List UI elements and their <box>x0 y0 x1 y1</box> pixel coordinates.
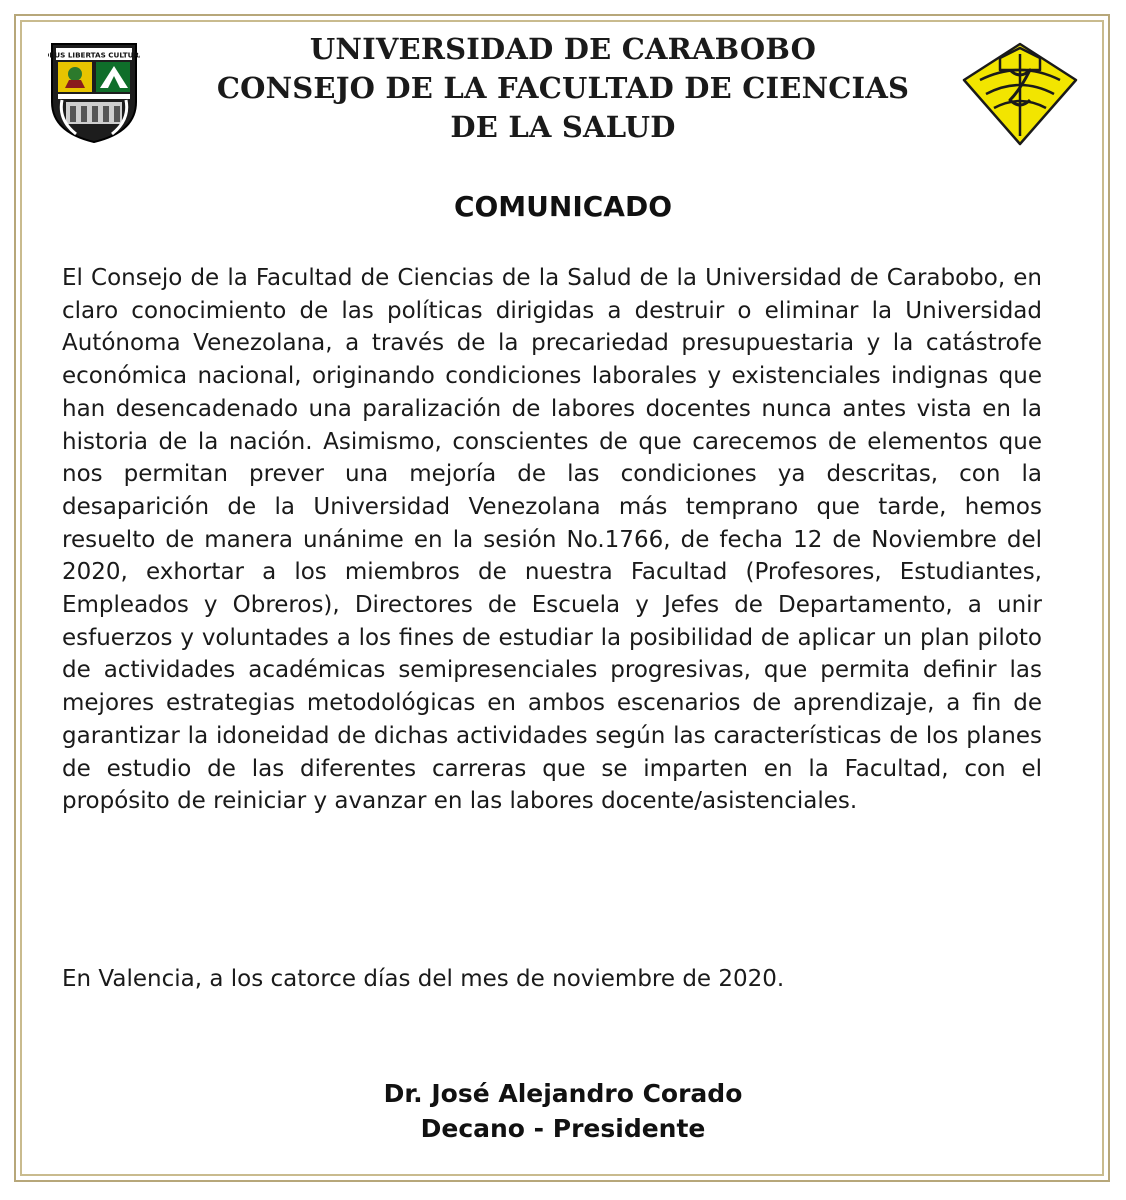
faculty-emblem-icon <box>960 40 1080 150</box>
signature-block <box>0 1076 1126 1146</box>
institution-header <box>0 30 1126 147</box>
signer-name: Dr. José Alejandro Corado <box>383 1079 743 1108</box>
faculty-name: DE LA SALUD <box>450 110 676 144</box>
university-name: UNIVERSIDAD DE CARABOBO <box>309 32 817 66</box>
signer-role: Decano - Presidente <box>420 1114 706 1143</box>
page-title: COMUNICADO <box>453 190 673 223</box>
communique-body: El Consejo de la Facultad de Ciencias de la Salud de la Universidad de Carabobo, en claro conocimiento de las políticas dirigidas a destruir o eliminar la Universidad Autónoma Venezolana, a través de la precariedad presupuestaria y la catástrofe económica nacional, originando condiciones laborales y existenciales indignas que han desencadenado una paralización de labores docentes nunca antes vista en la historia de la nación. Asimismo, conscientes de que carecemos de elementos que nos permitan prever una mejoría de las condiciones ya descritas, con la desaparición de la Universidad Venezolana más temprano que tarde, hemos resuelto de manera unánime en la sesión No.1766, de fecha 12 de Noviembre del 2020, exhortar a los miembros de nuestra Facultad (Profesores, Estudiantes, Empleados y Obreros), Directores de Escuela y Jefes de Departamento, a unir esfuerzos y voluntades a los fines de estudiar la posibilidad de aplicar un plan piloto de actividades académicas semipresenciales progresivas, que permita definir las mejores estrategias metodológicas en ambos escenarios de aprendizaje, a fin de garantizar la idoneidad de dichas actividades según las características de los planes de estudio de las diferentes carreras que se imparten en la Facultad, con el propósito de reiniciar y avanzar en las labores docente/asistenciales. <box>62 265 1042 815</box>
closing-line: En Valencia, a los catorce días del mes de noviembre de 2020. <box>62 966 785 992</box>
crest-motto: DEUS LIBERTAS CULTURA <box>48 50 140 60</box>
council-name: CONSEJO DE LA FACULTAD DE CIENCIAS <box>216 71 910 105</box>
